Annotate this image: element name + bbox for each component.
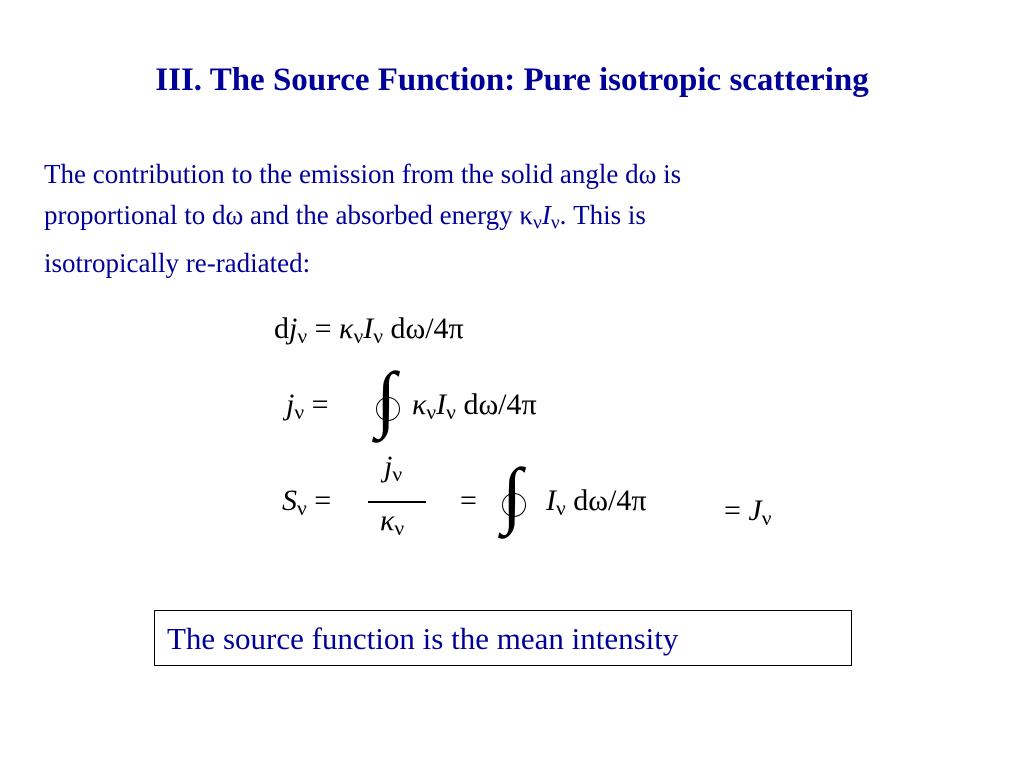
eq3-fraction-bar (368, 501, 426, 503)
intro-paragraph (44, 154, 944, 284)
intro-line-1: The contribution to the emission from the solid angle dω is (44, 159, 682, 189)
eq3-fraction-denominator (380, 504, 404, 541)
eq1-j-subscript: ν (297, 323, 308, 348)
eq3-num-j: j (384, 450, 393, 483)
intro-line-2-start: proportional to dω and the absorbed energy κ (44, 200, 534, 230)
eq3-integrand (546, 484, 647, 521)
eq1-solid-angle: dω/4π (382, 312, 464, 345)
eq3-J: J (748, 494, 762, 527)
eq2-kappa-subscript: ν (426, 399, 437, 424)
eq1-kappa-subscript: ν (353, 323, 364, 348)
eq2-integral-sign: ∫ (376, 358, 397, 440)
equation-emissivity-integral-rhs (412, 388, 537, 425)
eq1-equals: = (307, 312, 340, 345)
eq3-I: I (546, 484, 556, 517)
eq2-equals: = (304, 388, 329, 421)
intro-line-2 (44, 195, 944, 243)
eq3-num-subscript: ν (392, 461, 403, 486)
eq3-S: S (282, 484, 297, 517)
eq1-I: I (363, 312, 374, 345)
eq3-result-equals: = (724, 494, 749, 527)
eq2-closed-integral-circle (376, 397, 400, 421)
conclusion-text: The source function is the mean intensity (167, 621, 679, 656)
intro-intensity-subscript: ν (550, 212, 560, 234)
eq3-integral-sign: ∫ (502, 454, 523, 536)
slide-title: III. The Source Function: Pure isotropic scattering (155, 62, 869, 98)
eq2-I-subscript: ν (446, 399, 456, 424)
intro-line-3: isotropically re-radiated: (44, 248, 311, 279)
eq3-fraction-numerator (384, 450, 402, 487)
eq2-j-subscript: ν (294, 399, 305, 424)
conclusion-callout-box (154, 610, 852, 666)
intro-intensity-symbol: I (541, 200, 551, 230)
intro-line-2-end: . This is (559, 200, 646, 230)
eq3-den-subscript: ν (394, 515, 405, 540)
eq2-kappa: κ (412, 388, 427, 421)
eq1-kappa: κ (339, 312, 354, 345)
eq3-J-subscript: ν (761, 505, 772, 530)
eq3-I-subscript: ν (556, 495, 566, 520)
eq3-solid-angle: dω/4π (565, 484, 647, 517)
equation-emissivity-integral-lhs (286, 388, 329, 425)
eq1-I-subscript: ν (373, 323, 383, 348)
eq2-I: I (436, 388, 447, 421)
eq2-j: j (286, 388, 295, 421)
eq2-solid-angle: dω/4π (455, 388, 537, 421)
eq1-j: j (289, 312, 298, 345)
eq3-den-kappa: κ (380, 504, 395, 537)
eq1-d: d (274, 312, 289, 345)
equation-source-function-lhs (282, 484, 331, 521)
eq3-second-equals: = (460, 484, 477, 517)
eq3-equals: = (306, 484, 332, 517)
eq3-mean-intensity-result (724, 494, 772, 531)
eq3-closed-integral-circle (502, 493, 526, 517)
intro-kappa-subscript: ν (533, 212, 542, 234)
equation-emission-element (274, 312, 464, 349)
eq3-S-subscript: ν (297, 495, 307, 520)
